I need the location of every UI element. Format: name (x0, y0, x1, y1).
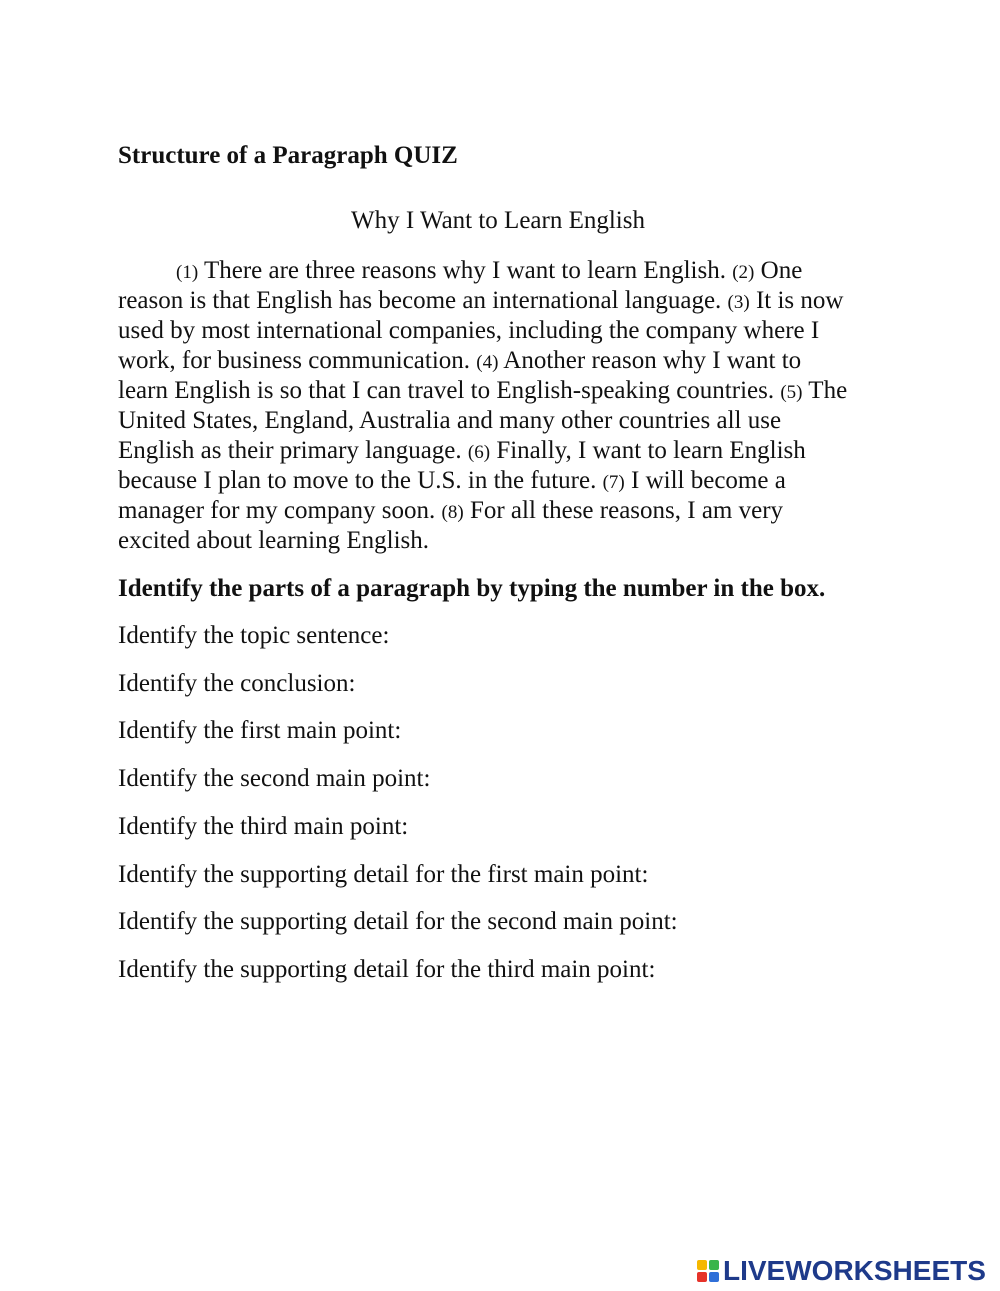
sentence-text: For all these reasons, I am very (463, 497, 784, 524)
sentence-text: Finally, I want to learn English (490, 437, 806, 464)
essay-title: Why I Want to Learn English (351, 207, 645, 234)
question-label: Identify the supporting detail for the third main point: (118, 956, 656, 983)
question-third-main-point (118, 812, 414, 842)
essay-line (118, 526, 918, 556)
essay-line (118, 466, 918, 496)
sentence-text: United States, England, Australia and many other countries all use (118, 407, 782, 434)
question-label: Identify the third main point: (118, 813, 409, 840)
question-detail-first-point (118, 860, 655, 890)
essay-line (118, 436, 918, 466)
question-second-main-point (118, 764, 437, 794)
question-label: Identify the topic sentence: (118, 622, 390, 649)
question-first-main-point (118, 716, 408, 746)
logo-square (697, 1272, 707, 1282)
liveworksheets-logo-icon (697, 1260, 719, 1282)
sentence-text: learn English is so that I can travel to English-speaking countries. (118, 377, 781, 404)
sentence-number: (3) (727, 292, 750, 313)
question-label: Identify the conclusion: (118, 670, 356, 697)
sentence-text: work, for business communication. (118, 347, 477, 374)
sentence-text: manager for my company soon. (118, 497, 442, 524)
brand-name: LIVEWORKSHEETS (723, 1255, 986, 1286)
sentence-number: (4) (476, 352, 499, 373)
sentence-text: used by most international companies, including the company where I (118, 317, 820, 344)
sentence-text: The (802, 377, 848, 404)
question-detail-second-point (118, 907, 684, 937)
essay-line (118, 316, 918, 346)
sentence-text: excited about learning English. (118, 527, 430, 554)
essay-line (118, 496, 918, 526)
essay-line (118, 376, 918, 406)
sentence-number: (5) (780, 382, 803, 403)
sentence-number: (1) (176, 262, 199, 283)
sentence-text: Another reason why I want to (498, 347, 802, 374)
sentence-number: (6) (467, 442, 491, 463)
sentence-text: I will become a (624, 467, 786, 494)
question-topic-sentence (118, 621, 396, 651)
sentence-number: (8) (441, 502, 464, 523)
quiz-title: Structure of a Paragraph QUIZ (118, 142, 458, 169)
essay-line (118, 256, 918, 286)
logo-square (697, 1260, 707, 1270)
sentence-text: reason is that English has become an international language. (118, 287, 728, 314)
sentence-text: It is now (749, 287, 844, 314)
question-label: Identify the first main point: (118, 717, 402, 744)
question-label: Identify the supporting detail for the second main point: (118, 908, 678, 935)
question-conclusion (118, 669, 362, 699)
essay-line (118, 346, 918, 376)
question-detail-third-point (118, 955, 662, 985)
sentence-text: English as their primary language. (118, 437, 468, 464)
logo-square (709, 1260, 719, 1270)
essay-line (118, 286, 918, 316)
liveworksheets-logo[interactable] (697, 1255, 986, 1287)
question-label: Identify the supporting detail for the first main point: (118, 861, 649, 888)
essay-line (118, 406, 918, 436)
essay-paragraph (118, 256, 918, 556)
sentence-number: (7) (602, 472, 625, 493)
sentence-text: There are three reasons why I want to learn English. (198, 257, 733, 284)
logo-square (709, 1272, 719, 1282)
sentence-text: One (754, 257, 803, 284)
sentence-text: because I plan to move to the U.S. in the future. (118, 467, 603, 494)
question-label: Identify the second main point: (118, 765, 431, 792)
sentence-number: (2) (732, 262, 755, 283)
quiz-instructions: Identify the parts of a paragraph by typing the number in the box. (118, 575, 826, 602)
